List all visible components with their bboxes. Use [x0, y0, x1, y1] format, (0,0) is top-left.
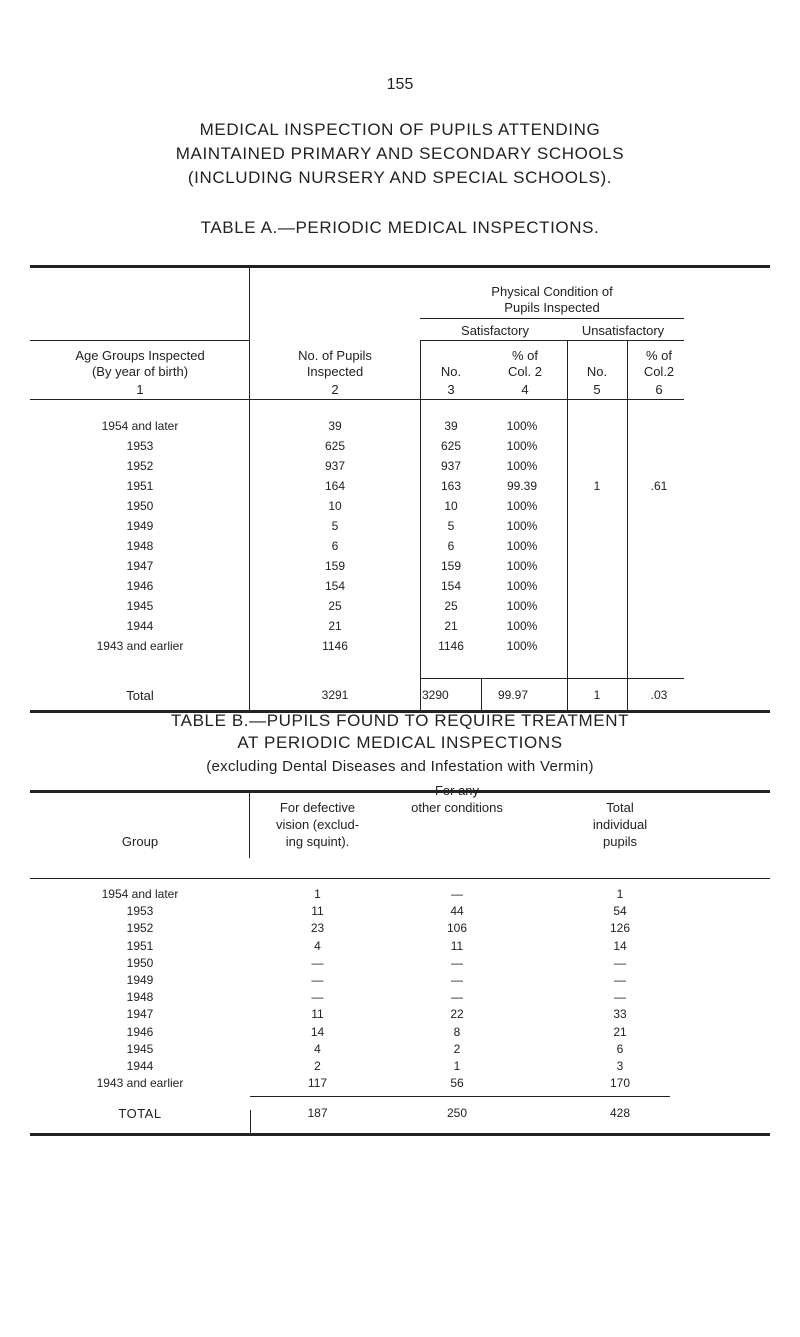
- table-a-cell-inspected: 10: [328, 499, 342, 513]
- vision-header-line-2: vision (exclud-: [275, 817, 360, 832]
- table-b-cell-other: 106: [446, 921, 468, 935]
- table-a-cell-year: 1952: [126, 459, 154, 473]
- table-b-cell-vision: 117: [307, 1076, 328, 1090]
- table-a-cell-sat_no: 154: [440, 579, 462, 593]
- col-num-3: 3: [447, 382, 455, 397]
- table-b-header-rule: [30, 878, 770, 879]
- table-a-cell-sat_pct: 100%: [506, 579, 538, 593]
- table-a-cell-inspected: 39: [328, 419, 342, 433]
- table-b-cell-other: 8: [453, 1025, 461, 1039]
- main-title-line-3: (INCLUDING NURSERY AND SPECIAL SCHOOLS).: [187, 168, 613, 187]
- table-b-cell-other: 56: [450, 1076, 464, 1090]
- table-a-cell-inspected: 1146: [322, 639, 348, 653]
- main-title: [30, 118, 770, 190]
- table-a-cell-sat_no: 5: [447, 519, 455, 533]
- table-a-cell-sat_no: 10: [444, 499, 458, 513]
- table-b-total-vision: 187: [307, 1106, 328, 1120]
- table-b-cell-vision: 11: [311, 904, 324, 918]
- table-a-cell-sat_no: 163: [440, 479, 462, 493]
- table-a-cell-inspected: 5: [331, 519, 339, 533]
- table-a-cell-sat_pct: 100%: [506, 559, 538, 573]
- col4-header: [482, 348, 568, 380]
- table-b-title: [30, 710, 770, 754]
- table-b-cell-group: 1943 and earlier: [96, 1076, 184, 1090]
- table-b-cell-total: 126: [609, 921, 631, 935]
- table-a-cell-unsat_no: 1: [593, 479, 601, 493]
- vision-header-line-3: ing squint).: [285, 834, 350, 849]
- table-a-cell-sat_pct: 100%: [506, 639, 538, 653]
- table-a-subgroup-rule: [420, 340, 684, 341]
- table-b-title-line-2: AT PERIODIC MEDICAL INSPECTIONS: [237, 733, 563, 752]
- table-b-title-line-1: TABLE B.—PUPILS FOUND TO REQUIRE TREATMENT: [170, 711, 630, 730]
- table-b-cell-vision: 2: [314, 1059, 321, 1073]
- table-a-title: TABLE A.—PERIODIC MEDICAL INSPECTIONS.: [200, 218, 600, 237]
- table-a-cell-year: 1949: [126, 519, 154, 533]
- col4-header-line-2: Col. 2: [508, 364, 542, 379]
- table-a-cell-year: 1954 and later: [101, 419, 179, 433]
- main-title-line-2: MAINTAINED PRIMARY AND SECONDARY SCHOOLS: [175, 144, 625, 163]
- table-b-cell-other: 1: [453, 1059, 461, 1073]
- table-a-cell-sat_no: 937: [440, 459, 462, 473]
- table-a-cell-year: 1946: [126, 579, 154, 593]
- table-b-cell-total: 21: [613, 1025, 627, 1039]
- table-a-group-rule: [420, 318, 684, 319]
- col6-header-line-2: Col.2: [643, 364, 675, 379]
- table-a-cell-sat_pct: 100%: [506, 439, 538, 453]
- table-b-total-total: 428: [609, 1106, 631, 1120]
- table-b-cell-total: 33: [613, 1007, 627, 1021]
- total-header-line-1: Total: [606, 800, 634, 815]
- table-b-cell-group: 1953: [126, 904, 154, 918]
- table-a-cell-sat_no: 159: [440, 559, 462, 573]
- table-b-cell-total: 54: [613, 904, 627, 918]
- table-a-cell-inspected: 154: [324, 579, 346, 593]
- table-b-cell-total: 14: [613, 939, 627, 953]
- table-a-cell-year: 1951: [126, 479, 154, 493]
- table-a-total-unsat-pct: .03: [650, 688, 668, 702]
- col1-header-line-1: Age Groups Inspected: [75, 348, 205, 363]
- group-header-line-2: Pupils Inspected: [504, 300, 600, 315]
- table-a-cell-sat_pct: 100%: [506, 539, 538, 553]
- table-b-cell-total: 3: [616, 1059, 624, 1073]
- table-b-cell-group: 1954 and later: [101, 887, 179, 901]
- table-b-cell-other: 2: [453, 1042, 461, 1056]
- col5-header: No.: [586, 364, 608, 379]
- table-b-cell-total: —: [614, 973, 626, 987]
- table-b-cell-vision: —: [311, 973, 324, 987]
- table-a-cell-inspected: 937: [324, 459, 346, 473]
- table-a-cell-sat_pct: 100%: [506, 519, 538, 533]
- table-a-cell-inspected: 25: [328, 599, 342, 613]
- table-b-cell-vision: 11: [311, 1007, 324, 1021]
- col-num-4: 4: [521, 382, 529, 397]
- table-b-cell-total: 6: [616, 1042, 624, 1056]
- table-a-cell-sat_no: 1146: [438, 639, 464, 653]
- table-a-cell-inspected: 625: [324, 439, 346, 453]
- table-b-cell-vision: —: [311, 990, 324, 1004]
- table-b-cell-vision: 23: [310, 921, 325, 935]
- table-b-cell-vision: 4: [314, 1042, 321, 1056]
- table-b-cell-group: 1946: [126, 1025, 154, 1039]
- col-num-1: 1: [136, 382, 144, 397]
- table-a-total-label: Total: [126, 688, 154, 703]
- col4-header-line-1: % of: [511, 348, 538, 363]
- group-header: Group: [121, 834, 159, 849]
- table-a-cell-year: 1944: [126, 619, 154, 633]
- table-b-cell-vision: 14: [310, 1025, 325, 1039]
- table-a-total-rule: [420, 678, 684, 679]
- col2-header-line-2: Inspected: [306, 364, 364, 379]
- table-b-cell-other: 44: [450, 904, 464, 918]
- table-b-total-label: TOTAL: [118, 1106, 162, 1121]
- table-a-group-header: [420, 284, 684, 316]
- table-a-cell-sat_no: 625: [440, 439, 462, 453]
- col-num-5: 5: [593, 382, 601, 397]
- table-b-cell-total: 1: [616, 887, 624, 901]
- table-a-total-inspected: 3291: [321, 688, 349, 702]
- vision-header: [250, 799, 385, 850]
- table-a-cell-inspected: 164: [324, 479, 346, 493]
- table-b-cell-group: 1951: [126, 939, 154, 953]
- main-title-line-1: MEDICAL INSPECTION OF PUPILS ATTENDING: [199, 120, 601, 139]
- table-a-cell-year: 1953: [126, 439, 154, 453]
- col2-header-line-1: No. of Pupils: [298, 348, 372, 363]
- table-b-cell-other: 22: [450, 1007, 464, 1021]
- table-b-total-rule: [250, 1096, 670, 1097]
- table-a-vline-3: [481, 679, 482, 710]
- table-a-cell-year: 1943 and earlier: [96, 639, 184, 653]
- table-a-cell-inspected: 6: [331, 539, 339, 553]
- table-b-cell-group: 1950: [126, 956, 154, 970]
- table-a-cell-sat_no: 39: [444, 419, 458, 433]
- table-b-cell-other: 11: [450, 939, 464, 953]
- table-a-header-rule: [30, 399, 684, 400]
- col1-header: [40, 348, 240, 380]
- other-header: [382, 782, 532, 816]
- table-b-cell-group: 1947: [126, 1007, 154, 1021]
- table-b-cell-other: —: [451, 887, 463, 901]
- table-a-total-sat-pct: 99.97: [498, 688, 529, 702]
- table-b-cell-vision: 1: [314, 887, 321, 901]
- table-a-cell-sat_no: 21: [444, 619, 458, 633]
- table-b-cell-other: —: [451, 956, 463, 970]
- table-a-total-unsat-no: 1: [593, 688, 601, 702]
- table-b-cell-total: —: [614, 956, 626, 970]
- table-a-cell-sat_pct: 100%: [506, 459, 538, 473]
- table-a-col1-rule: [30, 340, 250, 341]
- total-header-line-2: individual: [592, 817, 648, 832]
- total-header: [540, 799, 700, 850]
- table-a-cell-inspected: 159: [324, 559, 346, 573]
- table-b-cell-group: 1948: [126, 990, 154, 1004]
- table-b-cell-group: 1949: [126, 973, 154, 987]
- vision-header-line-1: For defective: [279, 800, 356, 815]
- table-b-cell-total: 170: [609, 1076, 631, 1090]
- table-b-total-other: 250: [446, 1106, 468, 1120]
- total-header-line-3: pupils: [603, 834, 637, 849]
- page-number: 155: [386, 76, 414, 93]
- col6-header-line-1: % of: [645, 348, 672, 363]
- table-b-cell-vision: 4: [314, 939, 321, 953]
- table-a-cell-inspected: 21: [328, 619, 342, 633]
- table-b-cell-total: —: [614, 990, 626, 1004]
- table-b-subtitle: (excluding Dental Diseases and Infestation with Vermin): [206, 758, 594, 775]
- table-b-cell-group: 1944: [126, 1059, 154, 1073]
- unsatisfactory-header: Unsatisfactory: [581, 323, 665, 338]
- table-a-cell-year: 1945: [126, 599, 154, 613]
- table-a-cell-sat_no: 6: [447, 539, 455, 553]
- other-header-line-1: For any: [434, 783, 480, 798]
- col6-header: [627, 348, 691, 380]
- col1-header-line-2: (By year of birth): [91, 364, 189, 379]
- satisfactory-header: Satisfactory: [461, 323, 529, 338]
- table-a-cell-unsat_pct: .61: [650, 479, 668, 493]
- table-a-cell-sat_no: 25: [444, 599, 458, 613]
- table-a-cell-sat_pct: 100%: [506, 499, 538, 513]
- col3-header: No.: [440, 364, 462, 379]
- table-a-top-rule: [30, 265, 770, 268]
- table-a-cell-sat_pct: 100%: [506, 619, 538, 633]
- table-b-bottom-rule: [30, 1133, 770, 1136]
- table-b-cell-group: 1952: [126, 921, 154, 935]
- table-a-total-sat-no: 3290: [422, 688, 449, 702]
- table-b-cell-other: —: [451, 990, 463, 1004]
- table-b-cell-group: 1945: [126, 1042, 154, 1056]
- col-num-2: 2: [331, 382, 339, 397]
- col2-header: [250, 348, 420, 380]
- table-b-cell-vision: —: [311, 956, 324, 970]
- col-num-6: 6: [655, 382, 663, 397]
- other-header-line-2: other conditions: [411, 800, 503, 815]
- table-a-cell-year: 1948: [126, 539, 154, 553]
- table-a-cell-year: 1947: [126, 559, 154, 573]
- table-b-cell-other: —: [451, 973, 463, 987]
- table-a-cell-sat_pct: 100%: [506, 599, 538, 613]
- table-a-cell-year: 1950: [126, 499, 154, 513]
- group-header-line-1: Physical Condition of: [491, 284, 613, 299]
- table-a-cell-sat_pct: 100%: [506, 419, 538, 433]
- table-a-cell-sat_pct: 99.39: [506, 479, 538, 493]
